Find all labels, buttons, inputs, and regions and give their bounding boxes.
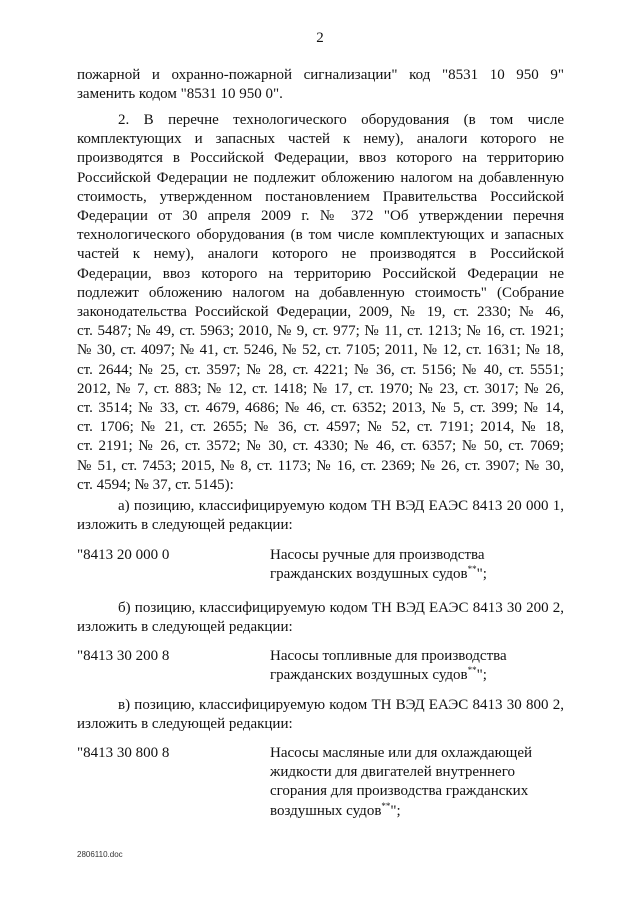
text-line: ст. 5487; № 49, ст. 5963; 2010, № 9, ст. 977; № 11, ст. 1213; № 16, ст. 1921;: [77, 323, 564, 340]
text-line: производятся в Российской Федерации, ввоз которого на территорию: [77, 150, 564, 167]
item-c-intro: [77, 696, 564, 734]
text-line: № 30, ст. 4097; № 41, ст. 5246, № 52, ст. 7105; 2011, № 12, ст. 1631; № 18,: [77, 342, 564, 359]
text-line: частей к нему), аналоги которого не производятся в Российской: [77, 246, 564, 263]
text-line: Насосы ручные для производства: [270, 547, 485, 563]
closing-quote: ";: [390, 802, 401, 819]
text-line: ст. 2191; № 26, ст. 3572; № 30, ст. 4330; № 46, ст. 6357; № 50, ст. 7069;: [77, 438, 564, 455]
item-b-intro: [77, 599, 564, 637]
text-line: заменить кодом "8531 10 950 0".: [77, 86, 283, 103]
item-a-description: [270, 546, 487, 584]
page-number: 2: [316, 30, 324, 46]
text-fragment: гражданских воздушных судов: [270, 566, 468, 583]
item-c-description: [270, 744, 532, 821]
text-line: Насосы масляные или для охлаждающей: [270, 745, 533, 761]
text-line: Российской Федерации не подлежит обложению налогом на добавленную: [77, 169, 564, 186]
footnote-mark: **: [467, 564, 477, 575]
text-fragment: воздушных судов: [270, 802, 382, 819]
item-b-description: [270, 647, 507, 685]
text-fragment: гражданских воздушных судов: [270, 667, 468, 684]
text-line: комплектующих и запасных частей к нему), аналоги которого не: [77, 131, 564, 148]
document-filename: 2806110.doc: [77, 850, 123, 859]
text-line: Насосы топливные для производства: [270, 648, 507, 664]
text-line: жидкости для двигателей внутреннего: [270, 764, 515, 781]
text-line: законодательства Российской Федерации, 2009, № 19, ст. 2330; № 46,: [77, 304, 564, 321]
item-a-intro: [77, 497, 564, 535]
text-line: 2. В перечне технологического оборудования (в том числе: [118, 112, 564, 128]
text-line: Федерации от 30 апреля 2009 г. № 372 "Об утверждении перечня: [77, 208, 564, 225]
text-line: ст. 3514; № 33, ст. 4679, 4686; № 46, ст. 6352; 2013, № 5, ст. 399; № 14,: [77, 400, 564, 417]
text-line: сгорания для производства гражданских: [270, 783, 529, 800]
closing-quote: ";: [476, 566, 487, 583]
text-line: [270, 666, 507, 685]
footnote-mark: **: [467, 665, 477, 676]
item-a-code: "8413 20 000 0: [77, 547, 170, 563]
closing-quote: ";: [476, 667, 487, 684]
text-line: стоимость, утвержденном постановлением Правительства Российской: [77, 188, 564, 205]
text-line: ст. 4594; № 37, ст. 5145):: [77, 476, 234, 493]
paragraph-equipment-list: [77, 111, 564, 495]
text-line: [270, 565, 487, 584]
text-line: подлежит обложению налогом на добавленную стоимость" (Собрание: [77, 284, 564, 301]
text-line: изложить в следующей редакции:: [77, 716, 293, 733]
text-line: пожарной и охранно-пожарной сигнализации" код "8531 10 950 9": [77, 67, 564, 83]
text-line: в) позицию, классифицируемую кодом ТН ВЭД ЕАЭС 8413 30 800 2,: [118, 697, 564, 713]
footnote-mark: **: [381, 800, 391, 811]
text-line: 2012, № 7, ст. 883; № 12, ст. 1418; № 17, ст. 1970; № 23, ст. 3017; № 26,: [77, 380, 564, 397]
text-line: Федерации, ввоз которого на территорию Российской Федерации не: [77, 265, 564, 282]
paragraph-code-replacement: [77, 66, 564, 104]
text-line: изложить в следующей редакции:: [77, 517, 293, 534]
text-line: ст. 1706; № 21, ст. 2655; № 36, ст. 4597; № 52, ст. 7191; 2014, № 18,: [77, 419, 564, 436]
text-line: № 51, ст. 7453; 2015, № 8, ст. 1173; № 16, ст. 2369; № 26, ст. 3907; № 30,: [77, 457, 564, 474]
item-b-code: "8413 30 200 8: [77, 648, 170, 664]
text-line: изложить в следующей редакции:: [77, 619, 293, 636]
text-line: ст. 2644; № 25, ст. 3597; № 28, ст. 4221; № 36, ст. 5156; № 40, ст. 5551;: [77, 361, 564, 378]
text-line: технологического оборудования (в том числе комплектующих и запасных: [77, 227, 564, 244]
text-line: [270, 802, 532, 821]
item-c-code: "8413 30 800 8: [77, 745, 170, 761]
text-line: а) позицию, классифицируемую кодом ТН ВЭД ЕАЭС 8413 20 000 1,: [118, 498, 564, 514]
text-line: б) позицию, классифицируемую кодом ТН ВЭД ЕАЭС 8413 30 200 2,: [118, 600, 564, 616]
